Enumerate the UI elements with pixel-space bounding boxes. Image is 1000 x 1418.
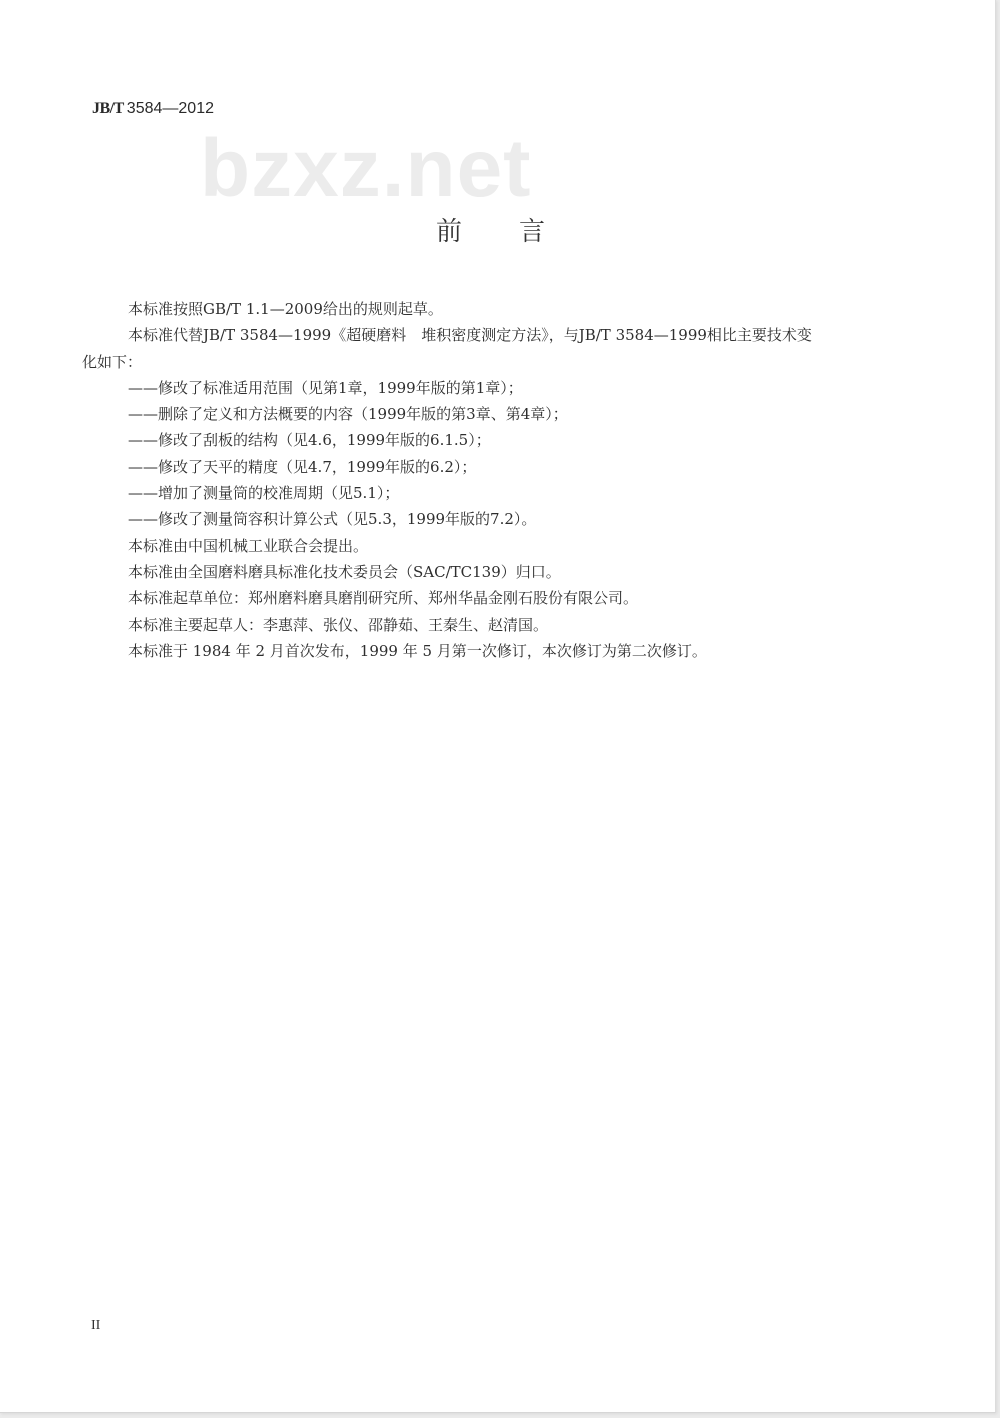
page-title (436, 211, 545, 248)
paragraph-drafters: 本标准主要起草人：李惠萍、张仪、邵静茹、王秦生、赵清国。 (128, 615, 549, 634)
paragraph-administered-by: 本标准由全国磨料磨具标准化技术委员会（SAC/TC139）归口。 (128, 562, 561, 581)
title-char-1: 前 (436, 217, 463, 247)
standard-prefix: JB/T (92, 100, 124, 117)
change-item: ——修改了标准适用范围（见第1章，1999年版的第1章）； (128, 378, 523, 397)
page-number: II (91, 1318, 101, 1333)
change-item: ——修改了天平的精度（见4.7，1999年版的6.2）； (128, 457, 477, 476)
change-item: ——删除了定义和方法概要的内容（1999年版的第3章、第4章）； (128, 405, 568, 424)
paragraph-history: 本标准于 1984 年 2 月首次发布，1999 年 5 月第一次修订，本次修订为第二次修订。 (128, 641, 707, 660)
watermark: bzxz.net (200, 123, 532, 214)
paragraph-replaces-continued: 化如下： (82, 352, 143, 371)
change-item: ——修改了测量筒容积计算公式（见5.3，1999年版的7.2）。 (128, 510, 537, 529)
paragraph-drafting-rules: 本标准按照GB/T 1.1—2009给出的规则起草。 (128, 300, 443, 318)
change-item: ——增加了测量筒的校准周期（见5.1）； (128, 484, 400, 503)
change-item: ——修改了刮板的结构（见4.6，1999年版的6.1.5）； (128, 431, 491, 450)
standard-code-header (92, 98, 214, 118)
paragraph-drafting-units: 本标准起草单位：郑州磨料磨具磨削研究所、郑州华晶金刚石股份有限公司。 (128, 589, 639, 608)
title-char-2: 言 (519, 217, 546, 247)
standard-number: 3584—2012 (126, 100, 214, 117)
foreword-body (82, 296, 902, 664)
paragraph-replaces: 本标准代替JB/T 3584—1999《超硬磨料 堆积密度测定方法》，与JB/T 3584—1999相比主要技术变 (128, 326, 812, 345)
paragraph-proposed-by: 本标准由中国机械工业联合会提出。 (128, 536, 369, 555)
